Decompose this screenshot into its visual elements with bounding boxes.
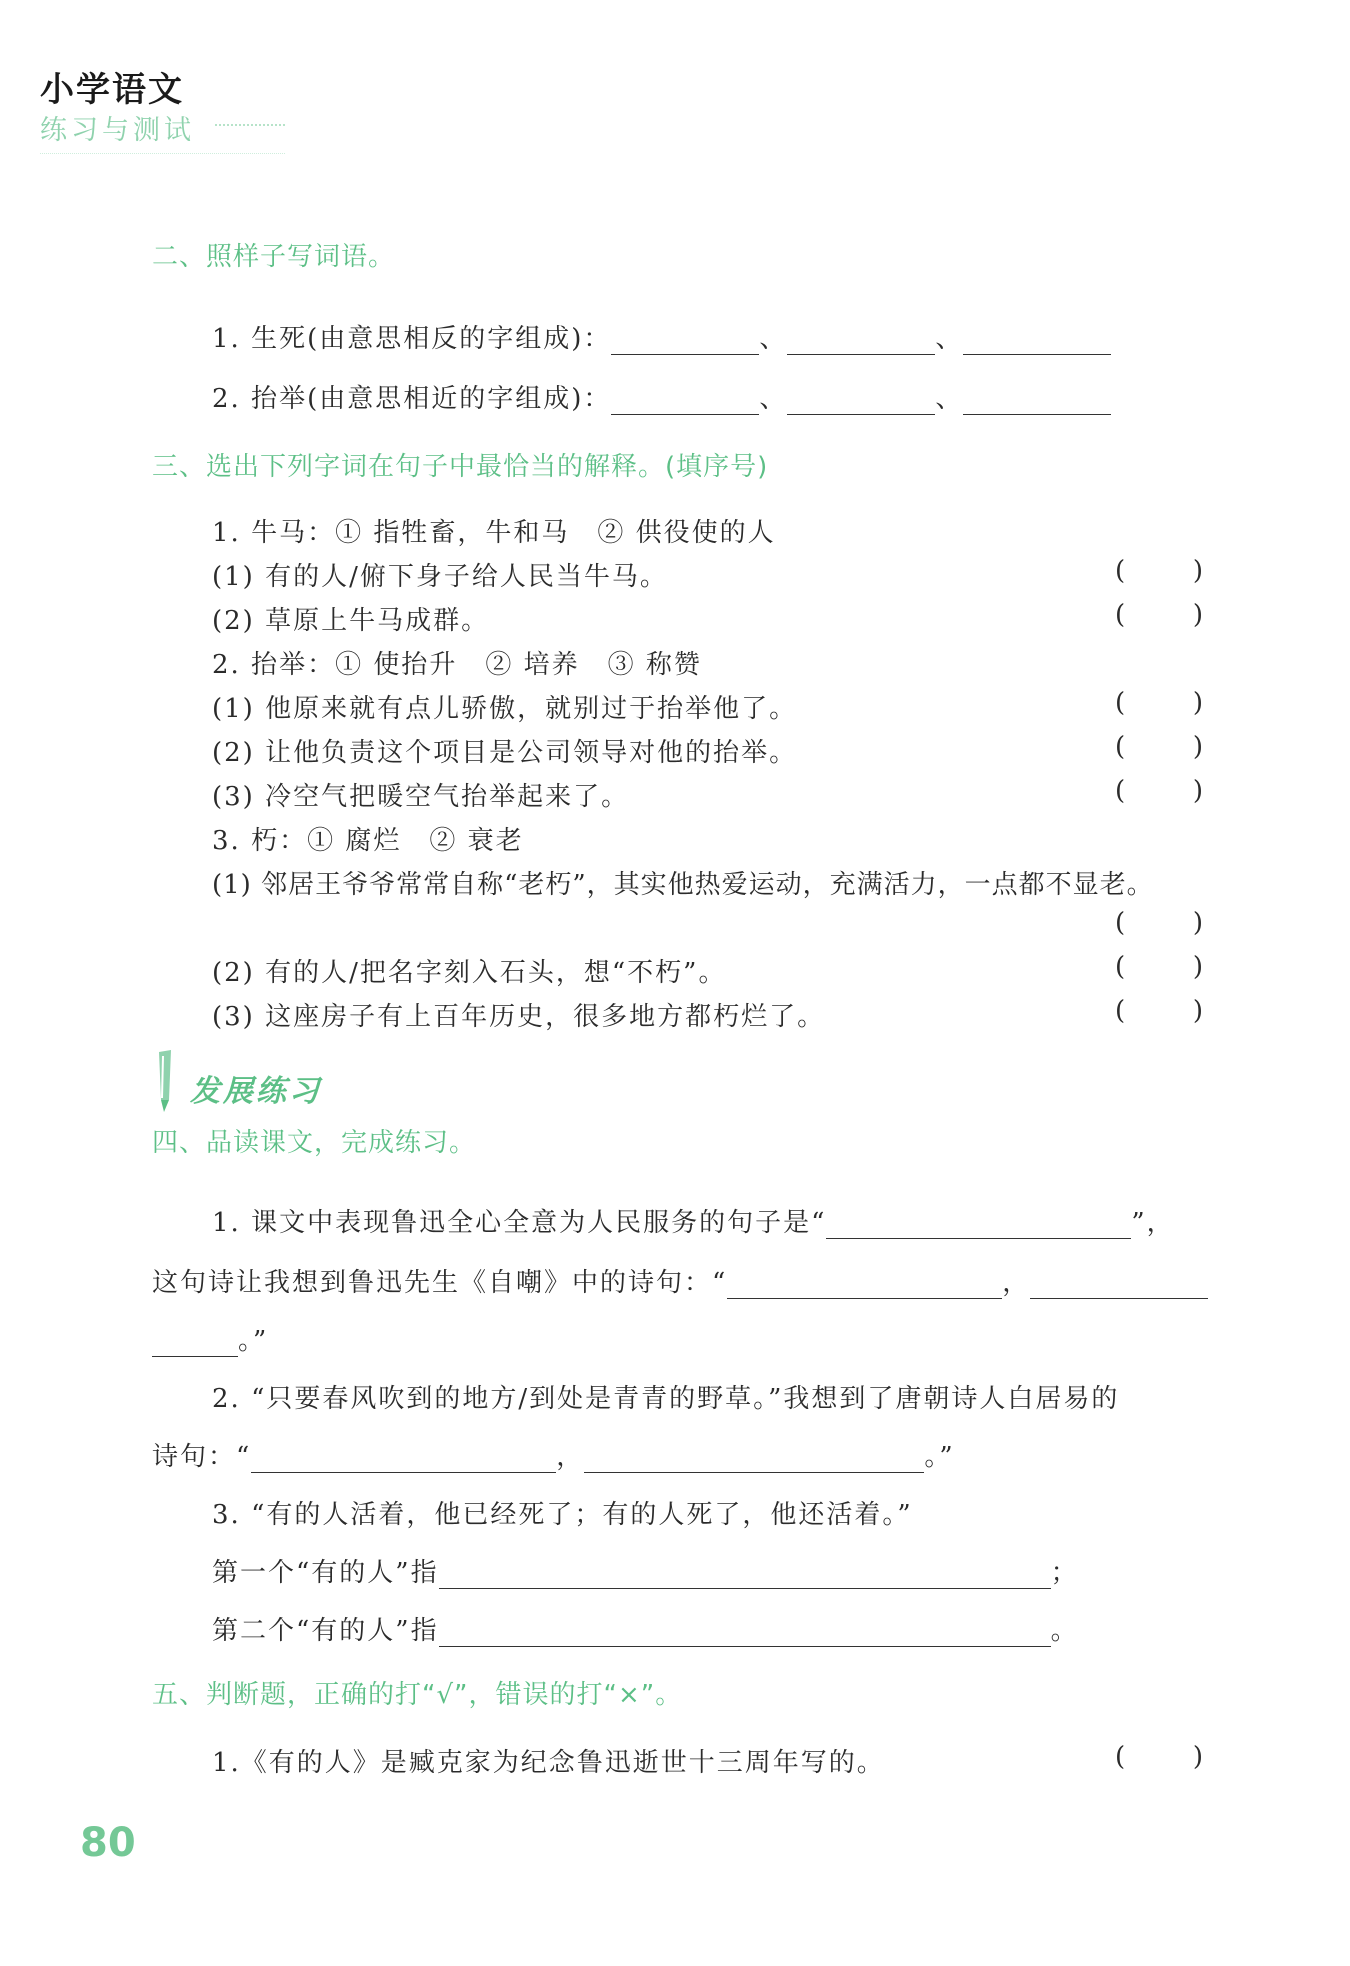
s4-q1-comma: ， [1002, 1268, 1031, 1298]
paren-left: ( [1115, 908, 1126, 938]
section-2-heading: 二、照样子写词语。 [152, 242, 396, 272]
s2-item-2-blank-3[interactable] [963, 384, 1111, 415]
s4-q1-line-2 [152, 1262, 1208, 1299]
s2-item-1-text: 1. 生死(由意思相反的字组成)： [212, 324, 612, 354]
s3-q3-sentence-3: (3) 这座房子有上百年历史，很多地方都朽烂了。 [212, 1002, 826, 1032]
s4-q2-end: 。” [924, 1442, 955, 1472]
s2-item-2-text: 2. 抬举(由意思相近的字组成)： [212, 384, 612, 414]
answer-paren[interactable] [1115, 688, 1203, 718]
brand-dotted-line [215, 124, 285, 126]
paren-left: ( [1115, 556, 1126, 586]
s4-q3-text-c: 第二个“有的人”指 [212, 1616, 439, 1646]
s4-q3-line-1 [212, 1552, 1079, 1589]
development-exercise-title: 发展练习 [190, 1074, 322, 1109]
paren-left: ( [1115, 1742, 1126, 1772]
page-number: 80 [80, 1820, 136, 1866]
sep: 、 [759, 324, 788, 354]
paren-right: ) [1192, 688, 1203, 718]
pencil-icon [153, 1048, 175, 1114]
s2-item-1 [212, 318, 1111, 355]
s4-q3-end-b: ； [1050, 1558, 1079, 1588]
paren-left: ( [1115, 600, 1126, 630]
s3-q2-sentence-2: (2) 让他负责这个项目是公司领导对他的抬举。 [212, 738, 798, 768]
s2-item-1-blank-3[interactable] [963, 324, 1111, 355]
s4-q3-line-2 [212, 1610, 1079, 1647]
s4-q3-end-c: 。 [1050, 1616, 1079, 1646]
s4-q1-end-a: ”， [1131, 1208, 1175, 1238]
paren-right: ) [1192, 732, 1203, 762]
s4-q1-blank-1[interactable] [826, 1208, 1131, 1239]
answer-paren[interactable] [1115, 908, 1203, 938]
section-3-heading: 三、选出下列字词在句子中最恰当的解释。(填序号) [152, 452, 769, 482]
brand-subtitle: 练习与测试 [40, 115, 195, 146]
s3-q1-sentence-2: (2) 草原上牛马成群。 [212, 606, 490, 636]
paren-left: ( [1115, 688, 1126, 718]
s3-q1-options: 1. 牛马：① 指牲畜，牛和马 ② 供役使的人 [212, 518, 776, 548]
s3-q1-sentence-1: (1) 有的人/俯下身子给人民当牛马。 [212, 562, 668, 592]
s4-q1-text-b: 这句诗让我想到鲁迅先生《自嘲》中的诗句：“ [152, 1268, 728, 1298]
s4-q2-blank-1[interactable] [251, 1442, 556, 1473]
s4-q1-line-1 [212, 1202, 1175, 1239]
s4-q2-line-1: 2. “只要春风吹到的地方/到处是青青的野草。”我想到了唐朝诗人白居易的 [212, 1384, 1120, 1414]
answer-paren[interactable] [1115, 1742, 1203, 1772]
s4-q3-blank-1[interactable] [439, 1558, 1051, 1589]
s4-q1-blank-3[interactable] [1030, 1268, 1208, 1299]
s5-q1: 1.《有的人》是臧克家为纪念鲁迅逝世十三周年写的。 [212, 1748, 885, 1778]
answer-paren[interactable] [1115, 776, 1203, 806]
paren-right: ) [1192, 556, 1203, 586]
sep: 、 [935, 384, 964, 414]
sep: 、 [759, 384, 788, 414]
section-4-heading: 四、品读课文，完成练习。 [152, 1128, 477, 1158]
s4-q2-text-b: 诗句：“ [152, 1442, 252, 1472]
paren-right: ) [1192, 600, 1203, 630]
paren-left: ( [1115, 776, 1126, 806]
paren-right: ) [1192, 776, 1203, 806]
s4-q1-text-a: 1. 课文中表现鲁迅全心全意为人民服务的句子是“ [212, 1208, 827, 1238]
section-5-heading: 五、判断题，正确的打“√”，错误的打“×”。 [152, 1680, 683, 1710]
paren-left: ( [1115, 952, 1126, 982]
s4-q2-blank-2[interactable] [584, 1442, 924, 1473]
brand-underline [40, 153, 285, 154]
s3-q2-sentence-3: (3) 冷空气把暖空气抬举起来了。 [212, 782, 630, 812]
s4-q1-line-3 [152, 1320, 268, 1357]
s4-q3-quote: 3. “有的人活着，他已经死了；有的人死了，他还活着。” [212, 1500, 913, 1530]
paren-right: ) [1192, 1742, 1203, 1772]
s2-item-2-blank-1[interactable] [611, 384, 759, 415]
s4-q3-text-b: 第一个“有的人”指 [212, 1558, 439, 1588]
s4-q1-end-c: 。” [238, 1326, 269, 1356]
paren-right: ) [1192, 908, 1203, 938]
s4-q1-blank-3-cont[interactable] [152, 1326, 238, 1357]
s3-q3-sentence-1: (1) 邻居王爷爷常常自称“老朽”，其实他热爱运动，充满活力，一点都不显老。 [212, 870, 1154, 900]
answer-paren[interactable] [1115, 600, 1203, 630]
s3-q3-sentence-2: (2) 有的人/把名字刻入石头，想“不朽”。 [212, 958, 727, 988]
s2-item-1-blank-2[interactable] [787, 324, 935, 355]
paren-right: ) [1192, 952, 1203, 982]
answer-paren[interactable] [1115, 556, 1203, 586]
s4-q1-blank-2[interactable] [727, 1268, 1002, 1299]
s2-item-1-blank-1[interactable] [611, 324, 759, 355]
s3-q3-options: 3. 朽：① 腐烂 ② 衰老 [212, 826, 524, 856]
s4-q2-comma: ， [556, 1442, 585, 1472]
answer-paren[interactable] [1115, 996, 1203, 1026]
answer-paren[interactable] [1115, 732, 1203, 762]
paren-left: ( [1115, 732, 1126, 762]
s4-q3-blank-2[interactable] [439, 1616, 1051, 1647]
s3-q2-options: 2. 抬举：① 使抬升 ② 培养 ③ 称赞 [212, 650, 702, 680]
answer-paren[interactable] [1115, 952, 1203, 982]
brand-title: 小学语文 [40, 70, 184, 110]
paren-left: ( [1115, 996, 1126, 1026]
paren-right: ) [1192, 996, 1203, 1026]
s2-item-2 [212, 378, 1111, 415]
s4-q2-line-2 [152, 1436, 955, 1473]
s3-q2-sentence-1: (1) 他原来就有点儿骄傲，就别过于抬举他了。 [212, 694, 798, 724]
s2-item-2-blank-2[interactable] [787, 384, 935, 415]
sep: 、 [935, 324, 964, 354]
